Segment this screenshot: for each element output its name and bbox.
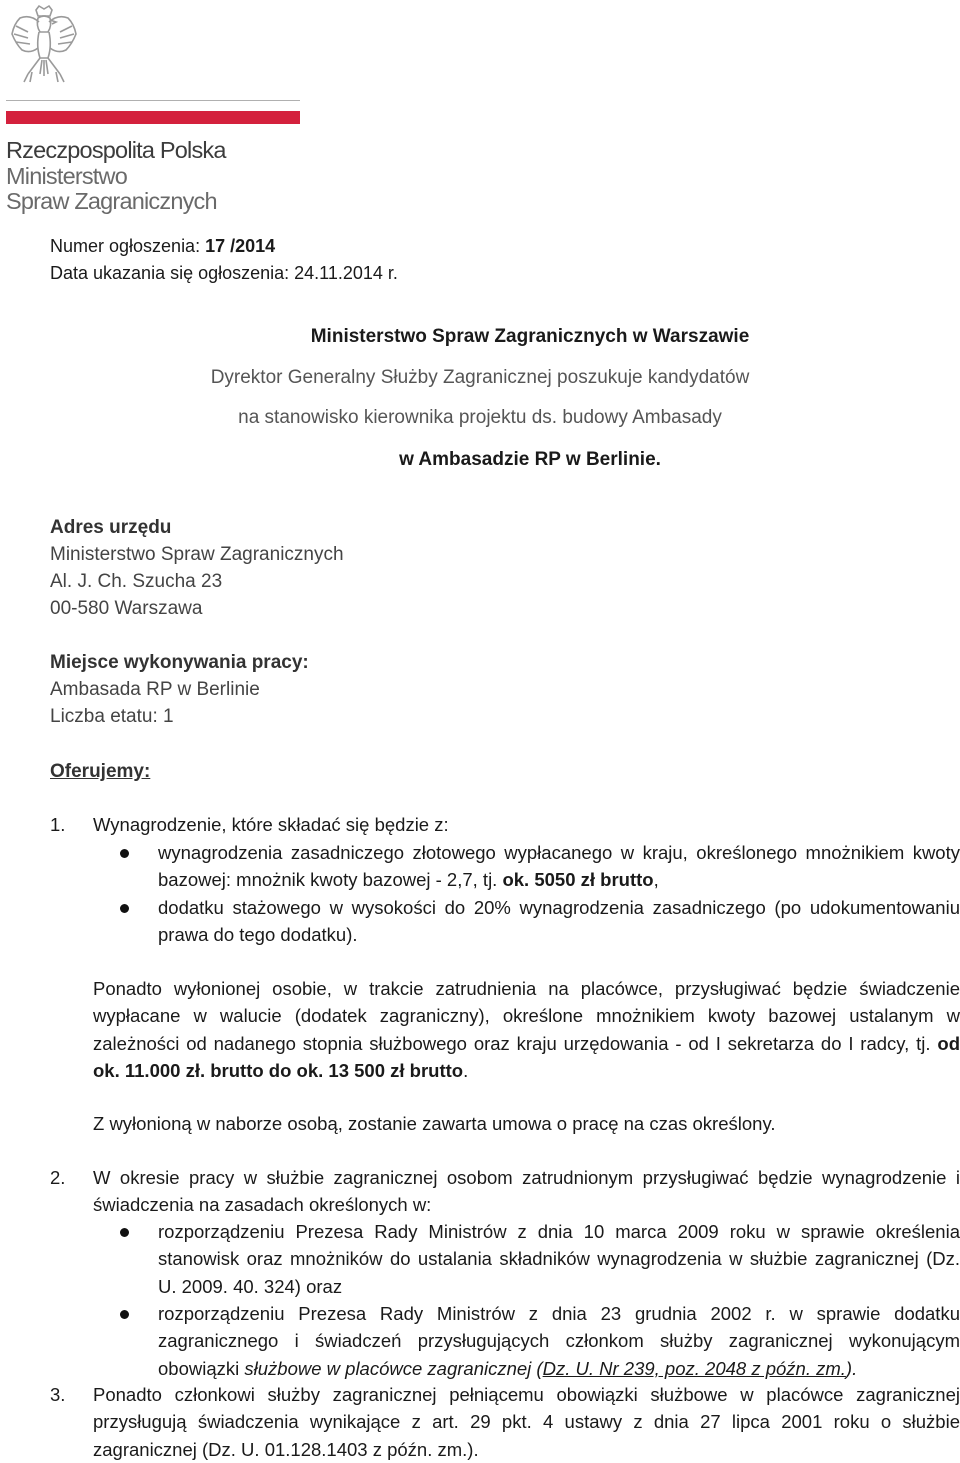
heading-ministry: Ministerstwo Spraw Zagranicznych w Warszawie	[310, 326, 750, 347]
bullet-1-text: wynagrodzenia zasadniczego złotowego wypłacanego w kraju, określonego mnożnikiem kwoty bazowej: mnożnik kwoty bazowej - 2,7, tj. ok. 5050 zł brutto,	[158, 842, 960, 891]
list-number-2: 2.	[50, 1167, 66, 1188]
list-number-3: 3.	[50, 1384, 66, 1405]
point-3-text: Ponadto członkowi służby zagranicznej pełniącemu obowiązki służbowe w placówce zagranicznej przysługują świadczenia wynikające z art. 29 pkt. 4 ustawy z dnia 27 lipca 2001 roku o służbie zagranicznej (Dz. U. 01.128.1403 z późn. zm.).	[93, 1384, 960, 1460]
bullet-3-text: rozporządzeniu Prezesa Rady Ministrów z dnia 10 marca 2009 roku w sprawie określenia stanowisk oraz mnożników do ustalania składników wynagrodzenia w służbie zagranicznej (Dz. U. 2009. 40. 324) oraz	[158, 1221, 960, 1297]
bullet-icon	[120, 849, 129, 858]
workplace-line-1: Ambasada RP w Berlinie	[50, 679, 260, 700]
address-line-3: 00-580 Warszawa	[50, 598, 203, 619]
announcement-date: Data ukazania się ogłoszenia: 24.11.2014 r.	[50, 263, 398, 283]
bullet-icon	[120, 1228, 129, 1237]
heading-location: w Ambasadzie RP w Berlinie.	[399, 449, 661, 470]
heading-position: na stanowisko kierownika projektu ds. budowy Ambasady	[238, 407, 722, 428]
paragraph-foreign-allowance: Ponadto wyłonionej osobie, w trakcie zatrudnienia na placówce, przysługiwać będzie świadczenie wypłacane w walucie (dodatek zagraniczny), określone mnożnikiem kwoty bazowej ustalanym w zależności od nadanego stopnia służbowego oraz kraju urzędowania - od I sekretarza do I radcy, tj. od ok. 11.000 zł. brutto do ok. 13 500 zł brutto.	[93, 978, 960, 1081]
logo-line-1: Rzeczpospolita Polska	[6, 137, 226, 163]
logo-divider-line	[6, 100, 300, 101]
announcement-meta	[50, 233, 398, 287]
ministry-logo-text	[6, 138, 226, 215]
logo-line-2: Ministerstwo	[6, 162, 127, 189]
bullet-2-text: dodatku stażowego w wysokości do 20% wynagrodzenia zasadniczego (po udokumentowaniu prawa do tego dodatku).	[158, 897, 960, 946]
bullet-4-text: rozporządzeniu Prezesa Rady Ministrów z dnia 23 grudnia 2002 r. w sprawie dodatku zagranicznego i świadczeń przysługujących członkom służby zagranicznej wykonującym obowiązki służbowe w placówce zagranicznej (Dz. U. Nr 239, poz. 2048 z późn. zm.).	[158, 1303, 960, 1379]
bullet-icon	[120, 1310, 129, 1319]
address-line-1: Ministerstwo Spraw Zagranicznych	[50, 544, 344, 565]
point-2-text: W okresie pracy w służbie zagranicznej osobom zatrudnionym przysługiwać będzie wynagrodzenie i świadczenia na zasadach określonych w:	[93, 1167, 960, 1216]
list-number-1: 1.	[50, 814, 66, 835]
point-1-text: Wynagrodzenie, które składać się będzie z:	[93, 814, 449, 835]
paragraph-contract: Z wyłonioną w naborze osobą, zostanie zawarta umowa o pracę na czas określony.	[93, 1113, 776, 1134]
heading-director: Dyrektor Generalny Służby Zagranicznej poszukuje kandydatów	[210, 367, 750, 388]
offer-title: Oferujemy:	[50, 761, 151, 782]
announcement-number: Numer ogłoszenia: 17 /2014	[50, 236, 276, 256]
polish-eagle-emblem-icon	[6, 4, 82, 86]
address-line-2: Al. J. Ch. Szucha 23	[50, 571, 223, 592]
bullet-icon	[120, 904, 129, 913]
address-title: Adres urzędu	[50, 517, 172, 538]
workplace-title: Miejsce wykonywania pracy:	[50, 652, 309, 673]
office-address	[50, 514, 344, 622]
workplace	[50, 649, 309, 730]
workplace-line-2: Liczba etatu: 1	[50, 706, 174, 727]
logo-red-bar	[6, 111, 300, 124]
legal-reference-link[interactable]: Dz. U. Nr 239, poz. 2048 z późn. zm.	[542, 1357, 846, 1379]
logo-line-3: Spraw Zagranicznych	[6, 188, 217, 214]
